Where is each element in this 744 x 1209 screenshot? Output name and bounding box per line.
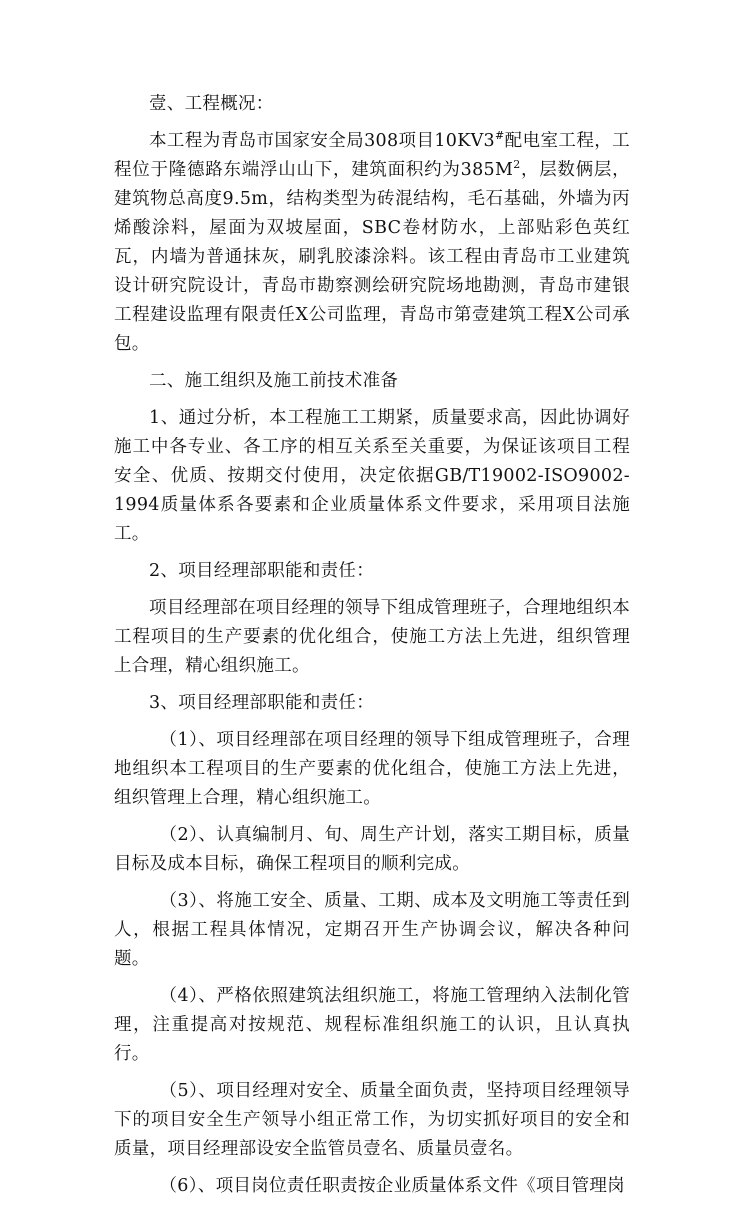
item-2-body: 项目经理部在项目经理的领导下组成管理班子，合理地组织本工程项目的生产要素的优化组合，使施工方法上先进，组织管理上合理，精心组织施工。 — [114, 598, 630, 676]
section-1-body-part-c: ，层数俩层，建筑物总高度9.5m，结构类型为砖混结构，毛石基础，外墙为丙烯酸涂料，屋面为双坡屋面，SBC卷材防水，上部贴彩色英红瓦，内墙为普通抹灰，刷乳胶漆涂料。该工程由青岛市工业建筑设计研究院设计，青岛市勘察测绘研究院场地勘测，青岛市建银工程建设监理有限责任X公司监理，青岛市第壹建筑工程X公司承包。 — [114, 160, 630, 354]
sub-item-1: （1）、项目经理部在项目经理的领导下组成管理班子，合理地组织本工程项目的生产要素的优化组合，使施工方法上先进，组织管理上合理，精心组织施工。 — [114, 730, 630, 808]
sub-item-6: （6）、项目岗位责任职责按企业质量体系文件《项目管理岗 — [159, 1176, 625, 1196]
item-3-title: 3、项目经理部职能和责任： — [149, 693, 375, 713]
section-1-body-part-a: 本工程为青岛市国家安全局308项目10KV3 — [149, 131, 495, 151]
section-1-body-superscript-2: 2 — [513, 158, 521, 171]
section-1-title: 壹、工程概况： — [149, 94, 274, 114]
section-1-body-part-b: 配电室工程，工程位于隆德路东端浮山山下，建筑面积约为385M — [114, 131, 630, 180]
sub-item-3: （3）、将施工安全、质量、工期、成本及文明施工等责任到人，根据工程具体情况，定期召开生产协调会议，解决各种问题。 — [114, 891, 630, 969]
document-body — [114, 90, 630, 1209]
item-1: 1、通过分析，本工程施工工期紧，质量要求高，因此协调好施工中各专业、各工序的相互关系至关重要，为保证该项目工程安全、优质、按期交付使用，决定依据GB/T19002-ISO9002-1994质量体系各要素和企业质量体系文件要求，采用项目法施工。 — [114, 408, 630, 544]
section-2-title: 二、施工组织及施工前技术准备 — [149, 371, 399, 391]
section-1-body — [114, 127, 630, 359]
sub-item-4: （4）、严格依照建筑法组织施工，将施工管理纳入法制化管理，注重提高对按规范、规程标准组织施工的认识，且认真执行。 — [114, 986, 630, 1064]
section-1-body-superscript: # — [494, 129, 505, 142]
sub-item-5: （5）、项目经理对安全、质量全面负责，坚持项目经理领导下的项目安全生产领导小组正常工作，为切实抓好项目的安全和质量，项目经理部设安全监管员壹名、质量员壹名。 — [114, 1081, 630, 1159]
sub-item-2: （2）、认真编制月、旬、周生产计划，落实工期目标，质量目标及成本目标，确保工程项目的顺利完成。 — [114, 825, 630, 874]
item-2-title: 2、项目经理部职能和责任： — [149, 561, 375, 581]
